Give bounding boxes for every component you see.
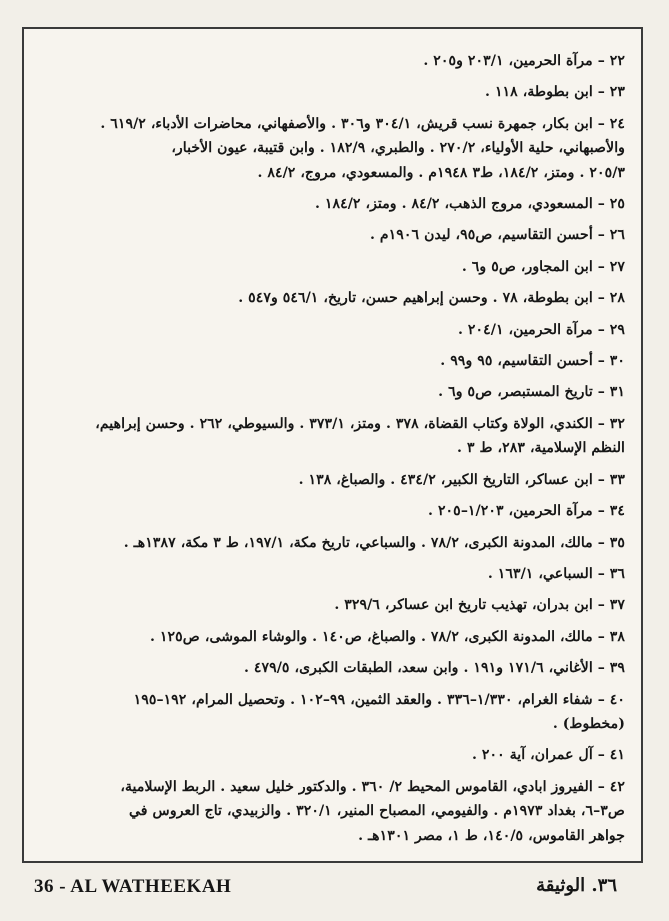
footnote-line: ٣٤ – مرآة الحرمين، ١/٢٠٣–٢٠٥ . bbox=[428, 503, 625, 520]
footnote-item bbox=[36, 349, 625, 373]
footnote-item bbox=[36, 286, 625, 310]
footnote-item bbox=[36, 593, 625, 617]
footnote-line: ٢٣ – ابن بطوطة، ١١٨ . bbox=[485, 84, 625, 101]
footnote-item bbox=[36, 80, 625, 104]
footnote-line: ٣٣ – ابن عساكر، التاريخ الكبير، ٤٣٤/٢ . والصباغ، ١٣٨ . bbox=[298, 471, 625, 488]
footnote-line: ٢٩ – مرآة الحرمين، ٢٠٤/١ . bbox=[458, 321, 625, 338]
footnote-item bbox=[36, 688, 625, 737]
footnote-line: ٤١ – آل عمران، آية ٢٠٠ . bbox=[472, 747, 625, 764]
footnote-item bbox=[36, 468, 625, 492]
footnote-line: جواهر القاموس، ١٤٠/٥، ط ١، مصر ١٣٠١هـ . bbox=[358, 827, 625, 844]
footnote-item bbox=[36, 499, 625, 523]
footnote-line: ٣٢ – الكندي، الولاة وكتاب القضاة، ٣٧٨ . ومتز، ٣٧٣/١ . والسيوطي، ٢٦٢ . وحسن إبراهيم، bbox=[95, 415, 625, 432]
footnote-item bbox=[36, 255, 625, 279]
footnote-line: ٣٧ – ابن بدران، تهذيب تاريخ ابن عساكر، ٣٢٩/٦ . bbox=[334, 597, 625, 614]
footnote-item bbox=[36, 318, 625, 342]
footnote-line: النظم الإسلامية، ٢٨٣، ط ٣ . bbox=[457, 440, 625, 457]
page-footer bbox=[22, 874, 643, 902]
footnote-line: ٤٢ – الفيروز ابادي، القاموس المحيط ٢/ ٣٦٠ . والدكتور خليل سعيد . الربط الإسلامية، bbox=[120, 778, 625, 795]
footnote-line: ٤٠ – شفاء الغرام، ١/٣٣٠–٣٣٦ . والعقد الثمين، ٩٩–١٠٢ . وتحصيل المرام، ١٩٢–١٩٥ bbox=[133, 691, 625, 708]
footnote-item bbox=[36, 112, 625, 185]
footnote-item bbox=[36, 775, 625, 848]
footnote-line: ٣٩ – الأغاني، ١٧١/٦ و١٩١ . وابن سعد، الطبقات الكبرى، ٤٧٩/٥ . bbox=[243, 660, 625, 677]
footnote-item bbox=[36, 412, 625, 461]
footnote-line: ٣٨ – مالك، المدونة الكبرى، ٧٨/٢ . والصباغ، ص١٤٠ . والوشاء الموشى، ص١٢٥ . bbox=[150, 628, 625, 645]
footer-arabic-title: ٣٦. الوثيقة bbox=[536, 875, 617, 896]
footnote-line: ٢٤ – ابن بكار، جمهرة نسب قريش، ٣٠٤/١ و٣٠٦ . والأصفهاني، محاضرات الأدباء، ٦١٩/٢ . bbox=[100, 115, 625, 132]
footnote-line: ص٣–٦، بغداد ١٩٧٣م . والفيومي، المصباح المنير، ٣٢٠/١ . والزبيدي، تاج العروس في bbox=[128, 803, 625, 820]
footnote-item bbox=[36, 625, 625, 649]
footnote-line: ٣٠ – أحسن التقاسيم، ٩٥ و٩٩ . bbox=[440, 353, 625, 370]
footnote-item bbox=[36, 223, 625, 247]
footnote-line: ٢٥ – المسعودي، مروج الذهب، ٨٤/٢ . ومتز، ١٨٤/٢ . bbox=[315, 196, 625, 213]
footnote-line: (مخطوط) . bbox=[552, 715, 625, 732]
footnote-line: ٣٦ – السباعي، ١٦٣/١ . bbox=[487, 565, 625, 582]
footnote-line: ٢٦ – أحسن التقاسيم، ص٩٥، ليدن ١٩٠٦م . bbox=[369, 227, 625, 244]
footnote-line: ٢٠٥/٣ . ومتز، ١٨٤/٢، ط٣ ١٩٤٨م . والمسعودي، مروج، ٨٤/٢ . bbox=[257, 164, 625, 181]
footnote-line: ٢٧ – ابن المجاور، ص٥ و٦ . bbox=[461, 258, 625, 275]
footnote-item bbox=[36, 656, 625, 680]
footnote-line: ٢٢ – مرآة الحرمين، ٢٠٣/١ و٢٠٥ . bbox=[423, 53, 625, 69]
footnote-item bbox=[36, 531, 625, 555]
page-frame bbox=[22, 27, 643, 863]
footnote-item bbox=[36, 49, 625, 73]
footnote-item bbox=[36, 743, 625, 767]
footer-english-title: 36 - AL WATHEEKAH bbox=[34, 876, 232, 897]
footnote-line: ٣١ – تاريخ المستبصر، ص٥ و٦ . bbox=[438, 384, 625, 401]
footnote-line: ٢٨ – ابن بطوطة، ٧٨ . وحسن إبراهيم حسن، تاريخ، ٥٤٦/١ و٥٤٧ . bbox=[238, 290, 625, 307]
footnote-line: والأصبهاني، حلية الأولياء، ٢٧٠/٢ . والطبري، ١٨٢/٩ . وابن قتيبة، عيون الأخبار، bbox=[171, 140, 625, 157]
footnote-item bbox=[36, 380, 625, 404]
footnote-line: ٣٥ – مالك، المدونة الكبرى، ٧٨/٢ . والسباعي، تاريخ مكة، ١٩٧/١، ط ٣ مكة، ١٣٨٧هـ . bbox=[123, 534, 625, 551]
footnotes-list bbox=[36, 49, 625, 855]
footnote-item bbox=[36, 192, 625, 216]
footnote-item bbox=[36, 562, 625, 586]
